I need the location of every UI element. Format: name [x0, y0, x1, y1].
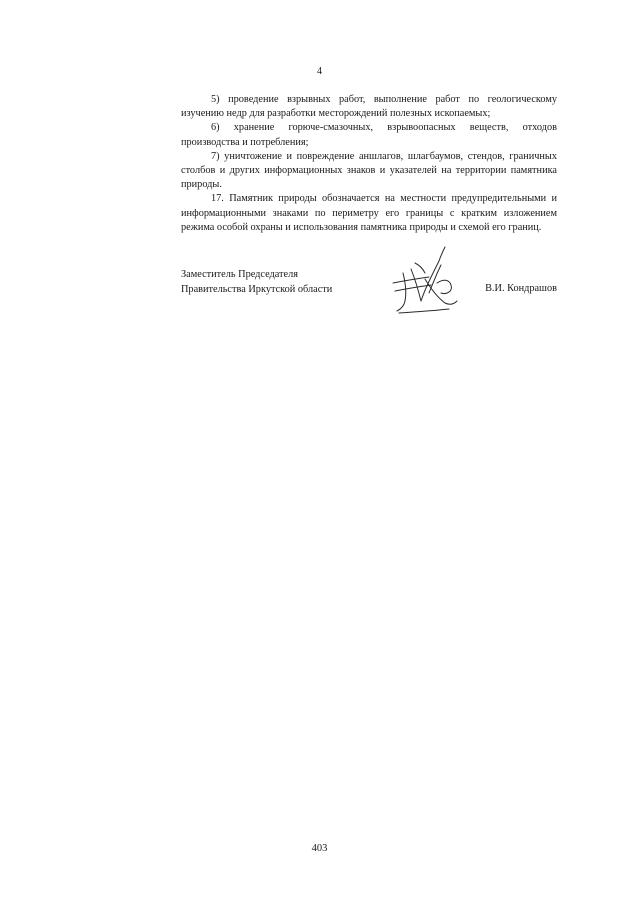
signature-block [181, 267, 557, 327]
paragraph-item-6: 6) хранение горюче-смазочных, взрывоопасных веществ, отходов производства и потребления; [181, 122, 557, 148]
signatory-name: В.И. Кондрашов [485, 283, 557, 294]
handwritten-signature [385, 239, 465, 319]
paragraph-item-7: 7) уничтожение и повреждение аншлагов, шлагбаумов, стендов, граничных столбов и других информационных знаков и указателей на территории памятника природы. [181, 150, 557, 191]
paragraph-item-5: 5) проведение взрывных работ, выполнение работ по геологическому изучению недр для разработки месторождений полезных ископаемых; [181, 94, 557, 120]
document-body [181, 93, 557, 235]
footer-page-number: 403 [311, 843, 328, 854]
signatory-title-line-2: Правительства Иркутской области [181, 284, 333, 295]
signatory-title [181, 267, 332, 297]
signatory-title-line-1: Заместитель Председателя [181, 269, 299, 280]
paragraph-section-17: 17. Памятник природы обозначается на местности предупредительными и информационными знаками по периметру его границы с кратким изложением режима особой охраны и использования памятника природы и схемой его границ. [181, 193, 557, 233]
page-number: 4 [317, 66, 322, 77]
